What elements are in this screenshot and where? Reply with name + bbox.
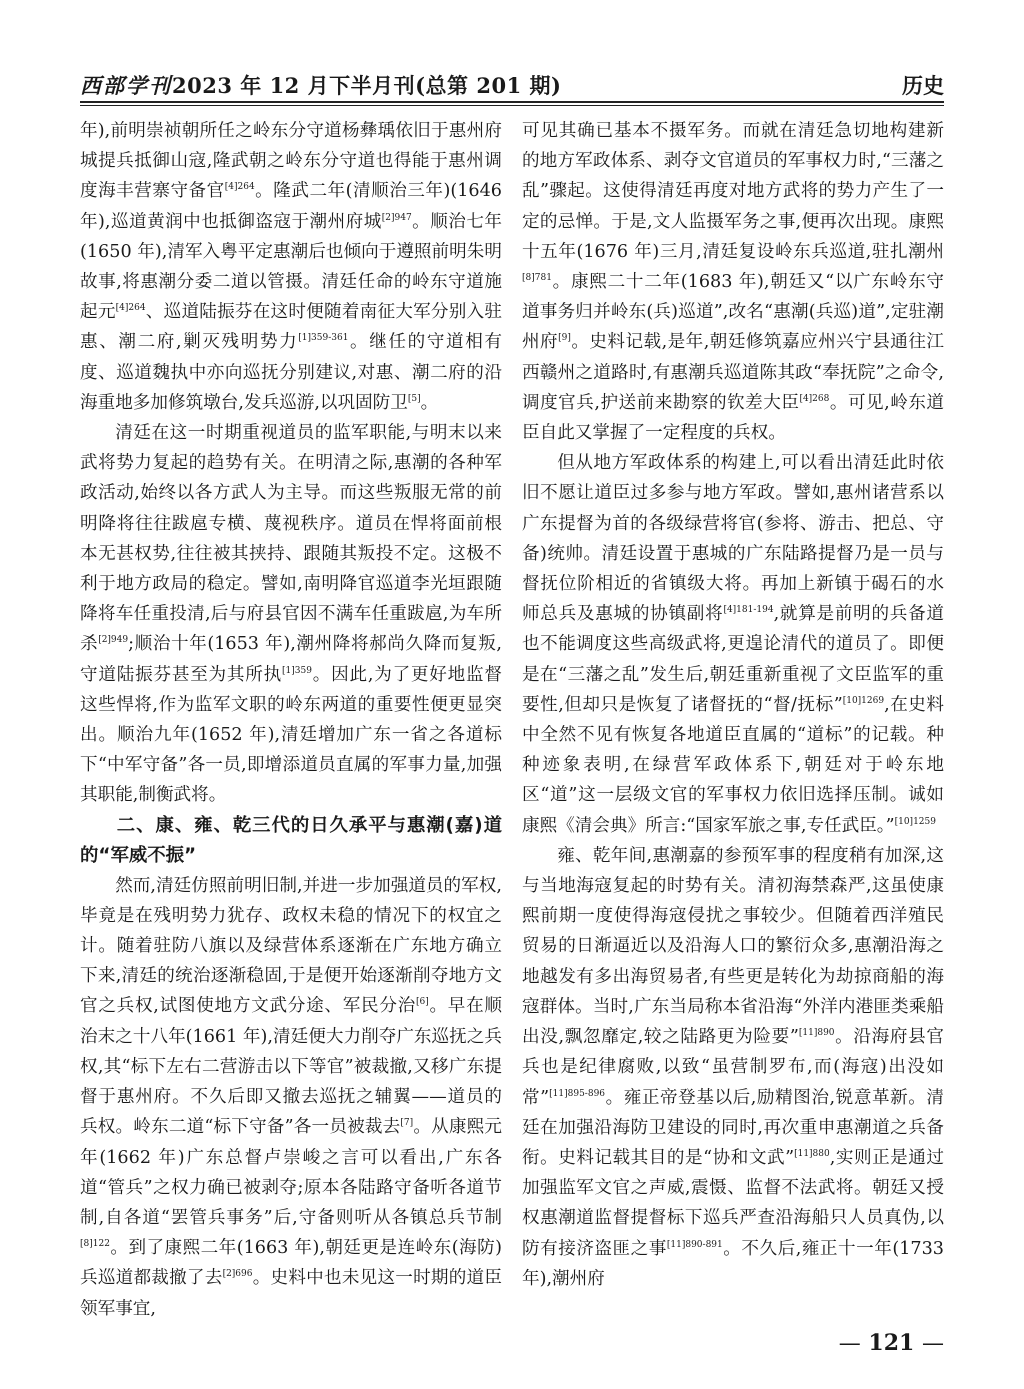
paragraph: 雍、乾年间,惠潮嘉的参预军事的程度稍有加深,这与当地海寇复起的时势有关。清初海禁森严,这虽使康熙前期一度使得海寇侵扰之事较少。但随着西洋殖民贸易的日渐逼近以及沿海人口的繁衍众多,惠潮沿海之地越发有多出海贸易者,有些更是转化为劫掠商船的海寇群体。当时,广东当局称本省沿海“外洋内港匪类乘船出没,飘忽靡定,较之陆路更为险要”$^{[11]890}$。沿海府县官兵也是纪律腐败,以致“虽营制罗布,而(海寇)出没如常”$^{[11]895-896}$。雍正帝登基以后,励精图治,锐意革新。清廷在加强沿海防卫建设的同时,再次重申惠潮道之兵备衔。史料记载其目的是“协和文武”$^{[11]880}$,实则正是通过加强监军文官之声威,震慑、监督不法武将。朝廷又授权惠潮道监督提督标下巡兵严查沿海船只人员真伪,以防有接济盗匪之事$^{[11]890-891}$。不久后,雍正十一年(1733 年),潮州府	[522, 845, 945, 1289]
header-rule-thin	[80, 105, 944, 106]
footer-dash: —	[838, 1331, 861, 1356]
journal-title	[80, 70, 561, 100]
paragraph: 可见其确已基本不摄军务。而就在清廷急切地构建新的地方军政体系、剥夺文官道员的军事权力时,“三藩之乱”骤起。这使得清廷再度对地方武将的势力产生了一定的忌惮。于是,文人监摄军务之事,便再次出现。康熙十五年(1676 年)三月,清廷复设岭东兵巡道,驻扎潮州$^{[8]781}$。康熙二十二年(1683 年),朝廷又“以广东岭东守道事务归并岭东(兵)巡道”,改名“惠潮(兵巡)道”,定驻潮州府[9]。史料记载,是年,朝廷修筑嘉应州兴宁县通往江西赣州之道路时,有惠潮兵巡道陈其政“奉抚院”之命令,调度官兵,护送前来勘察的钦差大臣$^{[4]268}$。可见,岭东道臣自此又掌握了一定程度的兵权。	[522, 121, 944, 444]
page-footer	[839, 1330, 944, 1356]
right-column	[522, 116, 944, 1294]
paragraph: 清廷在这一时期重视道员的监军职能,与明末以来武将势力复起的趋势有关。在明清之际,惠潮的各种军政活动,始终以各方武人为主导。而这些叛服无常的前明降将往往跋扈专横、蔑视秩序。道员在悍将面前根本无甚权势,往往被其挟持、跟随其叛投不定。这极不利于地方政局的稳定。譬如,南明降官巡道李光垣跟随降将车任重投清,后与府县官因不满车任重跋扈,为车所杀$^{[2]949}$;顺治十年(1653 年),潮州降将郝尚久降而复叛,守道陆振芬甚至为其所执$^{[1]359}$。因此,为了更好地监督这些悍将,作为监军文职的岭东两道的重要性便更显突出。顺治九年(1652 年),清廷增加广东一省之各道标下“中军守备”各一员,即增添道员直属的军事力量,加强其职能,制衡武将。	[80, 423, 503, 806]
section-heading: 二、康、雍、乾三代的日久承平与惠潮(嘉)道的“军威不振”	[80, 814, 502, 866]
paragraph: 但从地方军政体系的构建上,可以看出清廷此时依旧不愿让道臣过多参与地方军政。譬如,惠州诸营系以广东提督为首的各级绿营将官(参将、游击、把总、守备)统帅。清廷设置于惠城的广东陆路提督乃是一员与督抚位阶相近的省镇级大将。再加上新镇于碣石的水师总兵及惠城的协镇副将$^{[4]181-194}$,就算是前明的兵备道也不能调度这些高级武将,更遑论清代的道员了。即便是在“三藩之乱”发生后,朝廷重新重视了文臣监军的重要性,但却只是恢复了诸督抚的“督/抚标”$^{[10]1269}$,在史料中全然不见有恢复各地道臣直属的“道标”的记载。种种迹象表明,在绿营军政体系下,朝廷对于岭东地区“道”这一层级文官的军事权力依旧选择压制。诚如康熙《清会典》所言:“国家军旅之事,专任武臣。”$^{[10]1259}$	[522, 453, 944, 836]
paragraph: 然而,清廷仿照前明旧制,并进一步加强道员的军权,毕竟是在残明势力犹存、政权未稳的情况下的权宜之计。随着驻防八旗以及绿营体系逐渐在广东地方确立下来,清廷的统治逐渐稳固,于是便开始逐渐削夺地方文官之兵权,试图使地方文武分途、军民分治[6]。早在顺治末之十八年(1661 年),清廷便大力削夺广东巡抚之兵权,其“标下左右二营游击以下等官”被裁撤,又移广东提督于惠州府。不久后即又撤去巡抚之辅翼——道员的兵权。岭东二道“标下守备”各一员被裁去[7]。从康熙元年(1662 年)广东总督卢崇峻之言可以看出,广东各道“管兵”之权力确已被剥夺;原本各陆路守备听各道节制,自各道“罢管兵事务”后,守备则听从各镇总兵节制$^{[8]122}$。到了康熙二年(1663 年),朝廷更是连岭东(海防)兵巡道都裁撤了去$^{[2]696}$。史料中也未见这一时期的道臣领军事宜,	[80, 875, 502, 1319]
paragraph: 年),前明崇祯朝所任之岭东分守道杨彝瑀依旧于惠州府城提兵抵御山寇,隆武朝之岭东分守道也得能于惠州调度海丰营寨守备官$^{[4]264}$。隆武二年(清顺治三年)(1646 年),巡道黄润中也抵御盗寇于潮州府城$^{[2]947}$。顺治七年(1650 年),清军入粤平定惠潮后也倾向于遵照前明朱明故事,将惠潮分委二道以管摄。清廷任命的岭东守道施起元$^{[4]264}$、巡道陆振芬在这时便随着南征大军分别入驻惠、潮二府,剿灭残明势力$^{[1]359-361}$。继任的守道相有度、巡道魏执中亦向巡抚分别建议,对惠、潮二府的沿海重地多加修筑墩台,发兵巡游,以巩固防卫[5]。	[80, 121, 502, 413]
header-rule	[80, 101, 944, 103]
journal-issue: 2023 年 12 月下半月刊(总第 201 期)	[172, 73, 562, 98]
page-number: 121	[868, 1330, 915, 1356]
page-header	[80, 68, 944, 102]
section-label: 历史	[902, 74, 944, 98]
journal-logo: 西部学刊	[80, 73, 172, 98]
footer-dash: —	[922, 1331, 944, 1356]
left-column	[80, 116, 502, 1324]
